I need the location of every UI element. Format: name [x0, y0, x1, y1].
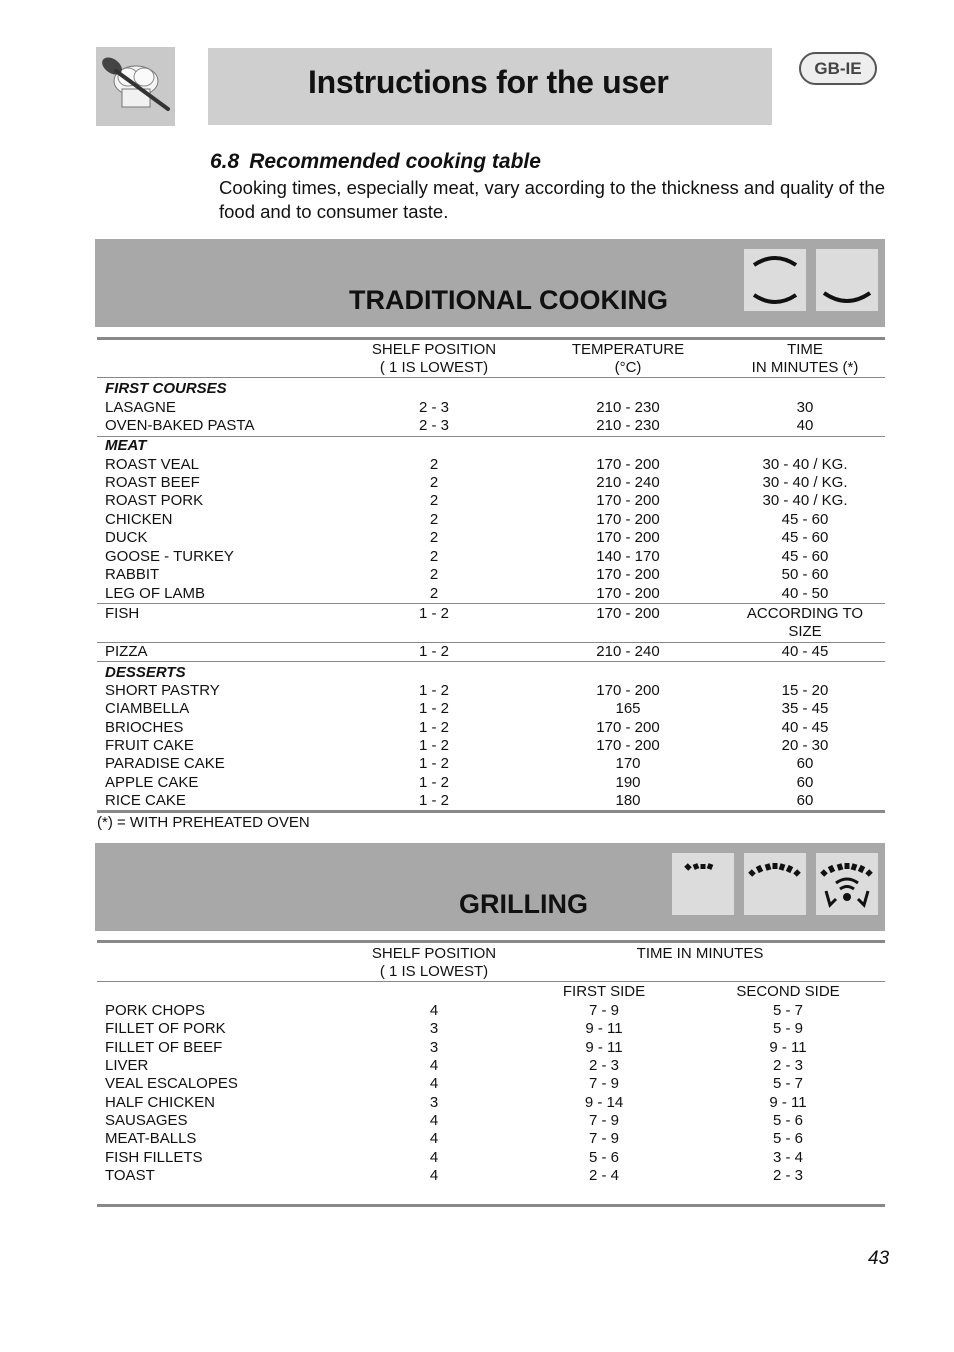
first-side-value: 5 - 6: [588, 1149, 620, 1166]
header-shelf: SHELF POSITION: [371, 945, 497, 962]
table-bottom-rule: [97, 810, 885, 813]
temperature-value: 170 - 200: [596, 605, 660, 622]
first-side-value: 7 - 9: [588, 1002, 620, 1019]
shelf-value: 3: [429, 1020, 439, 1037]
food-name: GOOSE - TURKEY: [105, 548, 234, 565]
shelf-value: 2: [429, 548, 439, 565]
shelf-value: 1 - 2: [418, 682, 450, 699]
temperature-value: 170: [615, 755, 641, 772]
food-name: MEAT-BALLS: [105, 1130, 197, 1147]
food-name: PORK CHOPS: [105, 1002, 206, 1019]
second-side-value: 9 - 11: [769, 1094, 807, 1111]
food-name: TOAST: [105, 1167, 155, 1184]
shelf-value: 1 - 2: [418, 755, 450, 772]
shelf-value: 2: [429, 456, 439, 473]
category-label: DESSERTS: [105, 664, 186, 681]
grilling-title: GRILLING: [459, 889, 588, 919]
food-name: PIZZA: [105, 643, 148, 660]
shelf-value: 2: [429, 585, 439, 602]
food-name: SAUSAGES: [105, 1112, 188, 1129]
time-value: 45 - 60: [781, 511, 829, 528]
temperature-value: 170 - 200: [596, 682, 660, 699]
first-side-value: 7 - 9: [588, 1130, 620, 1147]
temperature-value: 210 - 230: [596, 399, 660, 416]
temperature-value: 170 - 200: [596, 492, 660, 509]
temperature-value: 170 - 200: [596, 456, 660, 473]
shelf-value: 3: [429, 1039, 439, 1056]
second-side-value: 9 - 11: [769, 1039, 807, 1056]
shelf-value: 2: [429, 566, 439, 583]
language-badge: GB-IE: [799, 52, 877, 85]
intro-paragraph: Cooking times, especially meat, vary according to the thickness and quality of the food and to consumer taste.: [219, 177, 885, 222]
temperature-value: 190: [615, 774, 641, 791]
category-label: MEAT: [105, 437, 147, 454]
temperature-value: 210 - 240: [596, 474, 660, 491]
time-value: 60: [796, 792, 814, 809]
header-time-unit: IN MINUTES (*): [751, 359, 859, 376]
header-first-side: FIRST SIDE: [562, 983, 646, 1000]
header-second-side: SECOND SIDE: [736, 983, 840, 1000]
header-shelf-note: ( 1 IS LOWEST): [379, 359, 489, 376]
time-value: 35 - 45: [781, 700, 829, 717]
group-rule: [97, 436, 885, 437]
group-rule: [97, 661, 885, 662]
time-value: SIZE: [788, 623, 822, 640]
food-name: LEG OF LAMB: [105, 585, 206, 602]
food-name: LIVER: [105, 1057, 149, 1074]
temperature-value: 210 - 230: [596, 417, 660, 434]
shelf-value: 4: [429, 1075, 439, 1092]
food-name: FRUIT CAKE: [105, 737, 194, 754]
header-time: TIME IN MINUTES: [636, 945, 764, 962]
first-side-value: 9 - 14: [584, 1094, 624, 1111]
time-value: 45 - 60: [781, 529, 829, 546]
food-name: FISH FILLETS: [105, 1149, 203, 1166]
time-value: 15 - 20: [781, 682, 829, 699]
food-name: OVEN-BAKED PASTA: [105, 417, 255, 434]
time-value: 30 - 40 / KG.: [762, 492, 848, 509]
time-value: 60: [796, 755, 814, 772]
food-name: RICE CAKE: [105, 792, 186, 809]
header-shelf: SHELF POSITION: [371, 341, 497, 358]
food-name: SHORT PASTRY: [105, 682, 220, 699]
small-grill-icon: [672, 853, 734, 915]
time-value: 30: [796, 399, 814, 416]
time-value: 40 - 45: [781, 719, 829, 736]
food-name: HALF CHICKEN: [105, 1094, 216, 1111]
temperature-value: 170 - 200: [596, 566, 660, 583]
second-side-value: 3 - 4: [772, 1149, 804, 1166]
temperature-value: 165: [615, 700, 641, 717]
time-value: 20 - 30: [781, 737, 829, 754]
food-name: CIAMBELLA: [105, 700, 190, 717]
food-name: VEAL ESCALOPES: [105, 1075, 238, 1092]
header-rule: [97, 377, 885, 378]
header-time: TIME: [787, 341, 823, 358]
first-side-value: 7 - 9: [588, 1075, 620, 1092]
temperature-value: 180: [615, 792, 641, 809]
shelf-value: 1 - 2: [418, 700, 450, 717]
food-name: APPLE CAKE: [105, 774, 199, 791]
shelf-value: 4: [429, 1002, 439, 1019]
group-rule: [97, 642, 885, 643]
second-side-value: 5 - 7: [772, 1002, 804, 1019]
food-name: BRIOCHES: [105, 719, 184, 736]
traditional-cooking-title: TRADITIONAL COOKING: [349, 285, 668, 315]
header-rule: [97, 981, 885, 982]
page-title: Instructions for the user: [308, 64, 669, 100]
first-side-value: 2 - 3: [588, 1057, 620, 1074]
shelf-value: 4: [429, 1112, 439, 1129]
temperature-value: 140 - 170: [596, 548, 660, 565]
food-name: ROAST VEAL: [105, 456, 199, 473]
food-name: FILLET OF PORK: [105, 1020, 226, 1037]
time-value: 40: [796, 417, 814, 434]
traditional-cooking-banner: [95, 239, 885, 327]
shelf-value: 2 - 3: [418, 399, 450, 416]
shelf-value: 1 - 2: [418, 792, 450, 809]
second-side-value: 5 - 9: [772, 1020, 804, 1037]
food-name: ROAST BEEF: [105, 474, 200, 491]
first-side-value: 9 - 11: [585, 1039, 623, 1056]
group-rule: [97, 603, 885, 604]
shelf-value: 4: [429, 1167, 439, 1184]
shelf-value: 1 - 2: [418, 605, 450, 622]
temperature-value: 170 - 200: [596, 511, 660, 528]
first-side-value: 7 - 9: [588, 1112, 620, 1129]
time-value: 45 - 60: [781, 548, 829, 565]
food-name: FILLET OF BEEF: [105, 1039, 223, 1056]
time-value: 60: [796, 774, 814, 791]
shelf-value: 2: [429, 492, 439, 509]
food-name: FISH: [105, 605, 140, 622]
shelf-value: 1 - 2: [418, 774, 450, 791]
food-name: LASAGNE: [105, 399, 176, 416]
bottom-heat-icon: [816, 249, 878, 311]
first-side-value: 9 - 11: [585, 1020, 623, 1037]
time-value: 50 - 60: [781, 566, 829, 583]
shelf-value: 2: [429, 529, 439, 546]
header-temperature-unit: (°C): [614, 359, 642, 376]
food-name: DUCK: [105, 529, 148, 546]
temperature-value: 170 - 200: [596, 737, 660, 754]
table-bottom-rule: [97, 1204, 885, 1207]
second-side-value: 5 - 7: [772, 1075, 804, 1092]
food-name: CHICKEN: [105, 511, 173, 528]
section-number: 6.8: [210, 150, 240, 173]
temperature-value: 210 - 240: [596, 643, 660, 660]
table-top-rule: [97, 940, 885, 943]
shelf-value: 1 - 2: [418, 719, 450, 736]
top-bottom-heat-icon: [744, 249, 806, 311]
header-shelf-note: ( 1 IS LOWEST): [379, 963, 489, 980]
shelf-value: 2: [429, 474, 439, 491]
section-heading: [210, 150, 541, 174]
food-name: ROAST PORK: [105, 492, 204, 509]
section-title: Recommended cooking table: [249, 150, 541, 173]
shelf-value: 2 - 3: [418, 417, 450, 434]
page-number: 43: [868, 1248, 890, 1269]
time-value: 40 - 45: [781, 643, 829, 660]
time-value: 30 - 40 / KG.: [762, 474, 848, 491]
time-value: 40 - 50: [781, 585, 829, 602]
time-value: ACCORDING TO: [746, 605, 864, 622]
grilling-banner: [95, 843, 885, 931]
food-name: PARADISE CAKE: [105, 755, 225, 772]
temperature-value: 170 - 200: [596, 719, 660, 736]
shelf-value: 1 - 2: [418, 643, 450, 660]
temperature-value: 170 - 200: [596, 529, 660, 546]
large-grill-icon: [744, 853, 806, 915]
table-top-rule: [97, 337, 885, 340]
time-value: 30 - 40 / KG.: [762, 456, 848, 473]
shelf-value: 3: [429, 1094, 439, 1111]
shelf-value: 4: [429, 1057, 439, 1074]
shelf-value: 1 - 2: [418, 737, 450, 754]
fan-grill-icon: [816, 853, 878, 915]
shelf-value: 4: [429, 1130, 439, 1147]
chef-logo: [96, 47, 175, 126]
shelf-value: 4: [429, 1149, 439, 1166]
footnote: (*) = WITH PREHEATED OVEN: [97, 814, 310, 831]
spoon-hat-icon: [96, 47, 175, 126]
category-label: FIRST COURSES: [105, 380, 227, 397]
food-name: RABBIT: [105, 566, 160, 583]
second-side-value: 5 - 6: [772, 1130, 804, 1147]
temperature-value: 170 - 200: [596, 585, 660, 602]
second-side-value: 2 - 3: [772, 1167, 804, 1184]
header-temperature: TEMPERATURE: [571, 341, 685, 358]
second-side-value: 5 - 6: [772, 1112, 804, 1129]
second-side-value: 2 - 3: [772, 1057, 804, 1074]
shelf-value: 2: [429, 511, 439, 528]
first-side-value: 2 - 4: [588, 1167, 620, 1184]
